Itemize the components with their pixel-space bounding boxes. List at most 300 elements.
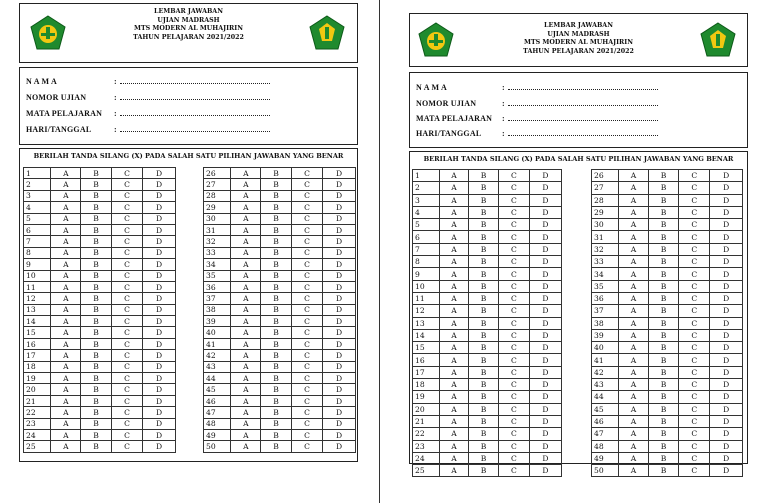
option-b-cell[interactable]: B (261, 224, 291, 235)
option-b-cell[interactable]: B (648, 317, 678, 329)
option-b-cell[interactable]: B (261, 270, 291, 281)
option-b-cell[interactable]: B (648, 243, 678, 255)
option-c-cell[interactable]: C (679, 194, 710, 206)
option-c-cell[interactable]: C (111, 395, 142, 406)
option-b-cell[interactable]: B (81, 407, 111, 418)
option-d-cell[interactable]: D (529, 452, 561, 464)
option-d-cell[interactable]: D (710, 379, 743, 391)
option-a-cell[interactable]: A (439, 452, 468, 464)
option-d-cell[interactable]: D (529, 219, 561, 231)
option-b-cell[interactable]: B (261, 327, 291, 338)
field-blank[interactable] (120, 115, 270, 116)
option-a-cell[interactable]: A (231, 373, 261, 384)
option-b-cell[interactable]: B (469, 452, 499, 464)
option-b-cell[interactable]: B (81, 338, 111, 349)
option-c-cell[interactable]: C (291, 281, 322, 292)
option-c-cell[interactable]: C (291, 293, 322, 304)
option-a-cell[interactable]: A (439, 379, 468, 391)
option-d-cell[interactable]: D (710, 292, 743, 304)
option-a-cell[interactable]: A (231, 236, 261, 247)
option-a-cell[interactable]: A (231, 429, 261, 440)
option-b-cell[interactable]: B (469, 231, 499, 243)
option-a-cell[interactable]: A (439, 231, 468, 243)
option-b-cell[interactable]: B (648, 170, 678, 182)
field-nomor-ujian[interactable] (416, 98, 741, 110)
option-d-cell[interactable]: D (529, 231, 561, 243)
option-d-cell[interactable]: D (323, 338, 356, 349)
option-b-cell[interactable]: B (81, 213, 111, 224)
option-d-cell[interactable]: D (710, 280, 743, 292)
option-a-cell[interactable]: A (231, 213, 261, 224)
option-a-cell[interactable]: A (619, 170, 649, 182)
option-c-cell[interactable]: C (499, 354, 530, 366)
option-a-cell[interactable]: A (439, 317, 468, 329)
option-b-cell[interactable]: B (469, 391, 499, 403)
option-d-cell[interactable]: D (529, 305, 561, 317)
option-a-cell[interactable]: A (231, 304, 261, 315)
option-c-cell[interactable]: C (679, 403, 710, 415)
option-a-cell[interactable]: A (51, 384, 81, 395)
option-a-cell[interactable]: A (51, 293, 81, 304)
option-a-cell[interactable]: A (439, 440, 468, 452)
option-c-cell[interactable]: C (291, 407, 322, 418)
option-d-cell[interactable]: D (529, 317, 561, 329)
option-c-cell[interactable]: C (679, 280, 710, 292)
option-c-cell[interactable]: C (291, 338, 322, 349)
option-c-cell[interactable]: C (111, 350, 142, 361)
option-b-cell[interactable]: B (81, 224, 111, 235)
option-a-cell[interactable]: A (51, 168, 81, 179)
option-a-cell[interactable]: A (619, 305, 649, 317)
field-hari-tanggal[interactable] (26, 124, 351, 136)
option-b-cell[interactable]: B (81, 168, 111, 179)
option-a-cell[interactable]: A (439, 268, 468, 280)
option-b-cell[interactable]: B (81, 270, 111, 281)
option-d-cell[interactable]: D (323, 247, 356, 258)
option-d-cell[interactable]: D (323, 395, 356, 406)
option-b-cell[interactable]: B (648, 452, 678, 464)
option-c-cell[interactable]: C (111, 236, 142, 247)
option-a-cell[interactable]: A (439, 391, 468, 403)
option-a-cell[interactable]: A (51, 327, 81, 338)
option-d-cell[interactable]: D (529, 366, 561, 378)
option-a-cell[interactable]: A (619, 206, 649, 218)
option-d-cell[interactable]: D (143, 407, 176, 418)
option-c-cell[interactable]: C (111, 259, 142, 270)
option-d-cell[interactable]: D (529, 243, 561, 255)
option-a-cell[interactable]: A (619, 194, 649, 206)
option-a-cell[interactable]: A (619, 182, 649, 194)
option-c-cell[interactable]: C (499, 219, 530, 231)
option-d-cell[interactable]: D (323, 190, 356, 201)
option-b-cell[interactable]: B (648, 280, 678, 292)
option-d-cell[interactable]: D (323, 179, 356, 190)
option-b-cell[interactable]: B (261, 213, 291, 224)
option-a-cell[interactable]: A (439, 194, 468, 206)
option-c-cell[interactable]: C (499, 280, 530, 292)
option-a-cell[interactable]: A (439, 206, 468, 218)
option-c-cell[interactable]: C (499, 305, 530, 317)
option-c-cell[interactable]: C (111, 213, 142, 224)
option-b-cell[interactable]: B (261, 429, 291, 440)
option-d-cell[interactable]: D (710, 206, 743, 218)
option-c-cell[interactable]: C (499, 452, 530, 464)
option-d-cell[interactable]: D (323, 213, 356, 224)
option-d-cell[interactable]: D (143, 327, 176, 338)
option-d-cell[interactable]: D (143, 395, 176, 406)
option-c-cell[interactable]: C (291, 361, 322, 372)
option-a-cell[interactable]: A (619, 465, 649, 477)
option-c-cell[interactable]: C (499, 170, 530, 182)
option-c-cell[interactable]: C (679, 452, 710, 464)
option-b-cell[interactable]: B (469, 415, 499, 427)
option-a-cell[interactable]: A (51, 418, 81, 429)
option-b-cell[interactable]: B (469, 182, 499, 194)
option-b-cell[interactable]: B (648, 268, 678, 280)
option-b-cell[interactable]: B (261, 350, 291, 361)
option-b-cell[interactable]: B (81, 316, 111, 327)
option-d-cell[interactable]: D (143, 441, 176, 452)
option-b-cell[interactable]: B (81, 429, 111, 440)
field-blank[interactable] (508, 89, 658, 90)
option-a-cell[interactable]: A (51, 350, 81, 361)
option-a-cell[interactable]: A (439, 243, 468, 255)
field-blank[interactable] (508, 120, 658, 121)
option-b-cell[interactable]: B (469, 428, 499, 440)
option-c-cell[interactable]: C (111, 361, 142, 372)
option-a-cell[interactable]: A (231, 350, 261, 361)
option-a-cell[interactable]: A (231, 224, 261, 235)
option-c-cell[interactable]: C (679, 231, 710, 243)
option-a-cell[interactable]: A (51, 281, 81, 292)
option-b-cell[interactable]: B (648, 305, 678, 317)
option-b-cell[interactable]: B (261, 179, 291, 190)
option-c-cell[interactable]: C (291, 395, 322, 406)
option-b-cell[interactable]: B (469, 268, 499, 280)
option-c-cell[interactable]: C (291, 429, 322, 440)
option-b-cell[interactable]: B (648, 194, 678, 206)
option-a-cell[interactable]: A (439, 280, 468, 292)
option-a-cell[interactable]: A (231, 395, 261, 406)
option-a-cell[interactable]: A (619, 403, 649, 415)
option-b-cell[interactable]: B (261, 441, 291, 452)
option-b-cell[interactable]: B (81, 190, 111, 201)
option-c-cell[interactable]: C (499, 182, 530, 194)
option-d-cell[interactable]: D (710, 465, 743, 477)
option-a-cell[interactable]: A (51, 179, 81, 190)
option-b-cell[interactable]: B (648, 256, 678, 268)
option-b-cell[interactable]: B (81, 327, 111, 338)
option-d-cell[interactable]: D (323, 350, 356, 361)
option-a-cell[interactable]: A (439, 403, 468, 415)
option-b-cell[interactable]: B (261, 361, 291, 372)
option-b-cell[interactable]: B (469, 292, 499, 304)
option-c-cell[interactable]: C (679, 379, 710, 391)
option-c-cell[interactable]: C (111, 441, 142, 452)
option-d-cell[interactable]: D (710, 366, 743, 378)
option-a-cell[interactable]: A (51, 407, 81, 418)
option-a-cell[interactable]: A (619, 268, 649, 280)
option-a-cell[interactable]: A (619, 329, 649, 341)
option-c-cell[interactable]: C (679, 342, 710, 354)
option-d-cell[interactable]: D (710, 317, 743, 329)
option-a-cell[interactable]: A (439, 465, 468, 477)
option-d-cell[interactable]: D (323, 281, 356, 292)
option-c-cell[interactable]: C (499, 415, 530, 427)
option-d-cell[interactable]: D (323, 259, 356, 270)
option-b-cell[interactable]: B (648, 329, 678, 341)
option-c-cell[interactable]: C (111, 270, 142, 281)
option-c-cell[interactable]: C (111, 384, 142, 395)
option-b-cell[interactable]: B (648, 403, 678, 415)
option-d-cell[interactable]: D (143, 190, 176, 201)
option-a-cell[interactable]: A (439, 256, 468, 268)
option-d-cell[interactable]: D (710, 256, 743, 268)
option-d-cell[interactable]: D (710, 170, 743, 182)
option-a-cell[interactable]: A (439, 366, 468, 378)
option-d-cell[interactable]: D (323, 418, 356, 429)
option-c-cell[interactable]: C (291, 270, 322, 281)
option-c-cell[interactable]: C (291, 316, 322, 327)
option-c-cell[interactable]: C (499, 391, 530, 403)
option-c-cell[interactable]: C (499, 206, 530, 218)
option-a-cell[interactable]: A (231, 407, 261, 418)
option-d-cell[interactable]: D (529, 182, 561, 194)
option-b-cell[interactable]: B (261, 304, 291, 315)
option-b-cell[interactable]: B (469, 194, 499, 206)
option-b-cell[interactable]: B (261, 281, 291, 292)
option-d-cell[interactable]: D (323, 429, 356, 440)
option-b-cell[interactable]: B (81, 202, 111, 213)
option-d-cell[interactable]: D (529, 256, 561, 268)
option-c-cell[interactable]: C (499, 366, 530, 378)
option-a-cell[interactable]: A (439, 428, 468, 440)
option-d-cell[interactable]: D (529, 194, 561, 206)
option-a-cell[interactable]: A (619, 440, 649, 452)
option-b-cell[interactable]: B (648, 206, 678, 218)
option-b-cell[interactable]: B (81, 259, 111, 270)
option-a-cell[interactable]: A (619, 452, 649, 464)
option-d-cell[interactable]: D (529, 354, 561, 366)
option-c-cell[interactable]: C (679, 256, 710, 268)
option-d-cell[interactable]: D (710, 194, 743, 206)
option-d-cell[interactable]: D (143, 270, 176, 281)
option-b-cell[interactable]: B (81, 293, 111, 304)
option-a-cell[interactable]: A (619, 243, 649, 255)
option-a-cell[interactable]: A (439, 305, 468, 317)
option-b-cell[interactable]: B (261, 418, 291, 429)
option-c-cell[interactable]: C (291, 179, 322, 190)
option-d-cell[interactable]: D (710, 452, 743, 464)
option-b-cell[interactable]: B (648, 428, 678, 440)
option-d-cell[interactable]: D (143, 384, 176, 395)
option-a-cell[interactable]: A (51, 213, 81, 224)
option-d-cell[interactable]: D (323, 327, 356, 338)
option-a-cell[interactable]: A (231, 361, 261, 372)
option-d-cell[interactable]: D (323, 168, 356, 179)
option-b-cell[interactable]: B (469, 243, 499, 255)
option-a-cell[interactable]: A (231, 384, 261, 395)
option-b-cell[interactable]: B (261, 407, 291, 418)
option-d-cell[interactable]: D (143, 259, 176, 270)
option-c-cell[interactable]: C (679, 391, 710, 403)
option-a-cell[interactable]: A (51, 316, 81, 327)
option-d-cell[interactable]: D (143, 338, 176, 349)
option-d-cell[interactable]: D (143, 316, 176, 327)
option-b-cell[interactable]: B (648, 219, 678, 231)
option-b-cell[interactable]: B (469, 256, 499, 268)
option-b-cell[interactable]: B (261, 384, 291, 395)
option-c-cell[interactable]: C (499, 292, 530, 304)
option-a-cell[interactable]: A (231, 316, 261, 327)
field-blank[interactable] (120, 83, 270, 84)
option-b-cell[interactable]: B (648, 342, 678, 354)
option-a-cell[interactable]: A (619, 292, 649, 304)
option-a-cell[interactable]: A (51, 190, 81, 201)
option-b-cell[interactable]: B (469, 329, 499, 341)
option-a-cell[interactable]: A (619, 280, 649, 292)
option-c-cell[interactable]: C (679, 305, 710, 317)
option-b-cell[interactable]: B (469, 170, 499, 182)
option-a-cell[interactable]: A (439, 292, 468, 304)
option-d-cell[interactable]: D (323, 361, 356, 372)
option-c-cell[interactable]: C (499, 342, 530, 354)
option-b-cell[interactable]: B (469, 403, 499, 415)
option-c-cell[interactable]: C (111, 293, 142, 304)
option-c-cell[interactable]: C (679, 206, 710, 218)
option-a-cell[interactable]: A (439, 219, 468, 231)
option-b-cell[interactable]: B (648, 182, 678, 194)
option-c-cell[interactable]: C (679, 182, 710, 194)
option-d-cell[interactable]: D (143, 350, 176, 361)
option-a-cell[interactable]: A (619, 219, 649, 231)
option-c-cell[interactable]: C (679, 170, 710, 182)
option-d-cell[interactable]: D (323, 373, 356, 384)
option-d-cell[interactable]: D (143, 373, 176, 384)
option-c-cell[interactable]: C (291, 373, 322, 384)
option-b-cell[interactable]: B (81, 247, 111, 258)
option-c-cell[interactable]: C (111, 190, 142, 201)
option-d-cell[interactable]: D (529, 391, 561, 403)
field-nama[interactable] (416, 82, 741, 94)
option-d-cell[interactable]: D (529, 280, 561, 292)
option-d-cell[interactable]: D (710, 391, 743, 403)
option-d-cell[interactable]: D (529, 465, 561, 477)
option-d-cell[interactable]: D (710, 354, 743, 366)
option-c-cell[interactable]: C (291, 304, 322, 315)
option-b-cell[interactable]: B (81, 373, 111, 384)
option-c-cell[interactable]: C (291, 213, 322, 224)
option-a-cell[interactable]: A (51, 202, 81, 213)
option-c-cell[interactable]: C (679, 415, 710, 427)
option-d-cell[interactable]: D (143, 429, 176, 440)
option-d-cell[interactable]: D (529, 428, 561, 440)
option-a-cell[interactable]: A (51, 441, 81, 452)
field-blank[interactable] (120, 131, 270, 132)
option-a-cell[interactable]: A (439, 170, 468, 182)
field-blank[interactable] (120, 99, 270, 100)
option-c-cell[interactable]: C (111, 429, 142, 440)
option-c-cell[interactable]: C (499, 440, 530, 452)
option-c-cell[interactable]: C (499, 403, 530, 415)
option-b-cell[interactable]: B (81, 395, 111, 406)
option-d-cell[interactable]: D (710, 231, 743, 243)
option-d-cell[interactable]: D (143, 213, 176, 224)
field-mata-pelajaran[interactable] (416, 113, 741, 125)
option-c-cell[interactable]: C (291, 327, 322, 338)
option-c-cell[interactable]: C (679, 366, 710, 378)
option-b-cell[interactable]: B (81, 236, 111, 247)
option-c-cell[interactable]: C (679, 440, 710, 452)
option-b-cell[interactable]: B (469, 206, 499, 218)
option-a-cell[interactable]: A (231, 202, 261, 213)
option-c-cell[interactable]: C (679, 292, 710, 304)
option-c-cell[interactable]: C (111, 407, 142, 418)
option-c-cell[interactable]: C (679, 465, 710, 477)
option-d-cell[interactable]: D (529, 342, 561, 354)
field-nama[interactable] (26, 76, 351, 88)
option-a-cell[interactable]: A (231, 281, 261, 292)
option-d-cell[interactable]: D (529, 268, 561, 280)
option-c-cell[interactable]: C (679, 354, 710, 366)
option-d-cell[interactable]: D (710, 182, 743, 194)
option-b-cell[interactable]: B (81, 441, 111, 452)
option-c-cell[interactable]: C (111, 316, 142, 327)
option-c-cell[interactable]: C (111, 247, 142, 258)
option-b-cell[interactable]: B (648, 379, 678, 391)
field-blank[interactable] (508, 135, 658, 136)
option-d-cell[interactable]: D (529, 206, 561, 218)
option-d-cell[interactable]: D (143, 304, 176, 315)
option-c-cell[interactable]: C (291, 384, 322, 395)
option-b-cell[interactable]: B (469, 342, 499, 354)
option-c-cell[interactable]: C (291, 202, 322, 213)
option-b-cell[interactable]: B (648, 440, 678, 452)
option-d-cell[interactable]: D (710, 415, 743, 427)
option-b-cell[interactable]: B (81, 179, 111, 190)
option-a-cell[interactable]: A (619, 415, 649, 427)
option-c-cell[interactable]: C (499, 256, 530, 268)
option-a-cell[interactable]: A (51, 247, 81, 258)
option-c-cell[interactable]: C (291, 190, 322, 201)
option-d-cell[interactable]: D (529, 170, 561, 182)
option-c-cell[interactable]: C (291, 224, 322, 235)
option-d-cell[interactable]: D (143, 179, 176, 190)
option-a-cell[interactable]: A (51, 338, 81, 349)
option-a-cell[interactable]: A (231, 270, 261, 281)
field-blank[interactable] (508, 105, 658, 106)
option-c-cell[interactable]: C (111, 373, 142, 384)
option-c-cell[interactable]: C (291, 350, 322, 361)
option-c-cell[interactable]: C (291, 168, 322, 179)
option-a-cell[interactable]: A (51, 429, 81, 440)
option-a-cell[interactable]: A (619, 391, 649, 403)
option-c-cell[interactable]: C (499, 231, 530, 243)
option-d-cell[interactable]: D (323, 316, 356, 327)
option-b-cell[interactable]: B (261, 373, 291, 384)
option-a-cell[interactable]: A (51, 259, 81, 270)
option-d-cell[interactable]: D (143, 281, 176, 292)
option-c-cell[interactable]: C (111, 327, 142, 338)
field-hari-tanggal[interactable] (416, 128, 741, 140)
option-b-cell[interactable]: B (648, 292, 678, 304)
option-d-cell[interactable]: D (323, 270, 356, 281)
option-d-cell[interactable]: D (529, 329, 561, 341)
option-a-cell[interactable]: A (231, 190, 261, 201)
option-c-cell[interactable]: C (291, 247, 322, 258)
option-b-cell[interactable]: B (81, 304, 111, 315)
option-b-cell[interactable]: B (81, 384, 111, 395)
